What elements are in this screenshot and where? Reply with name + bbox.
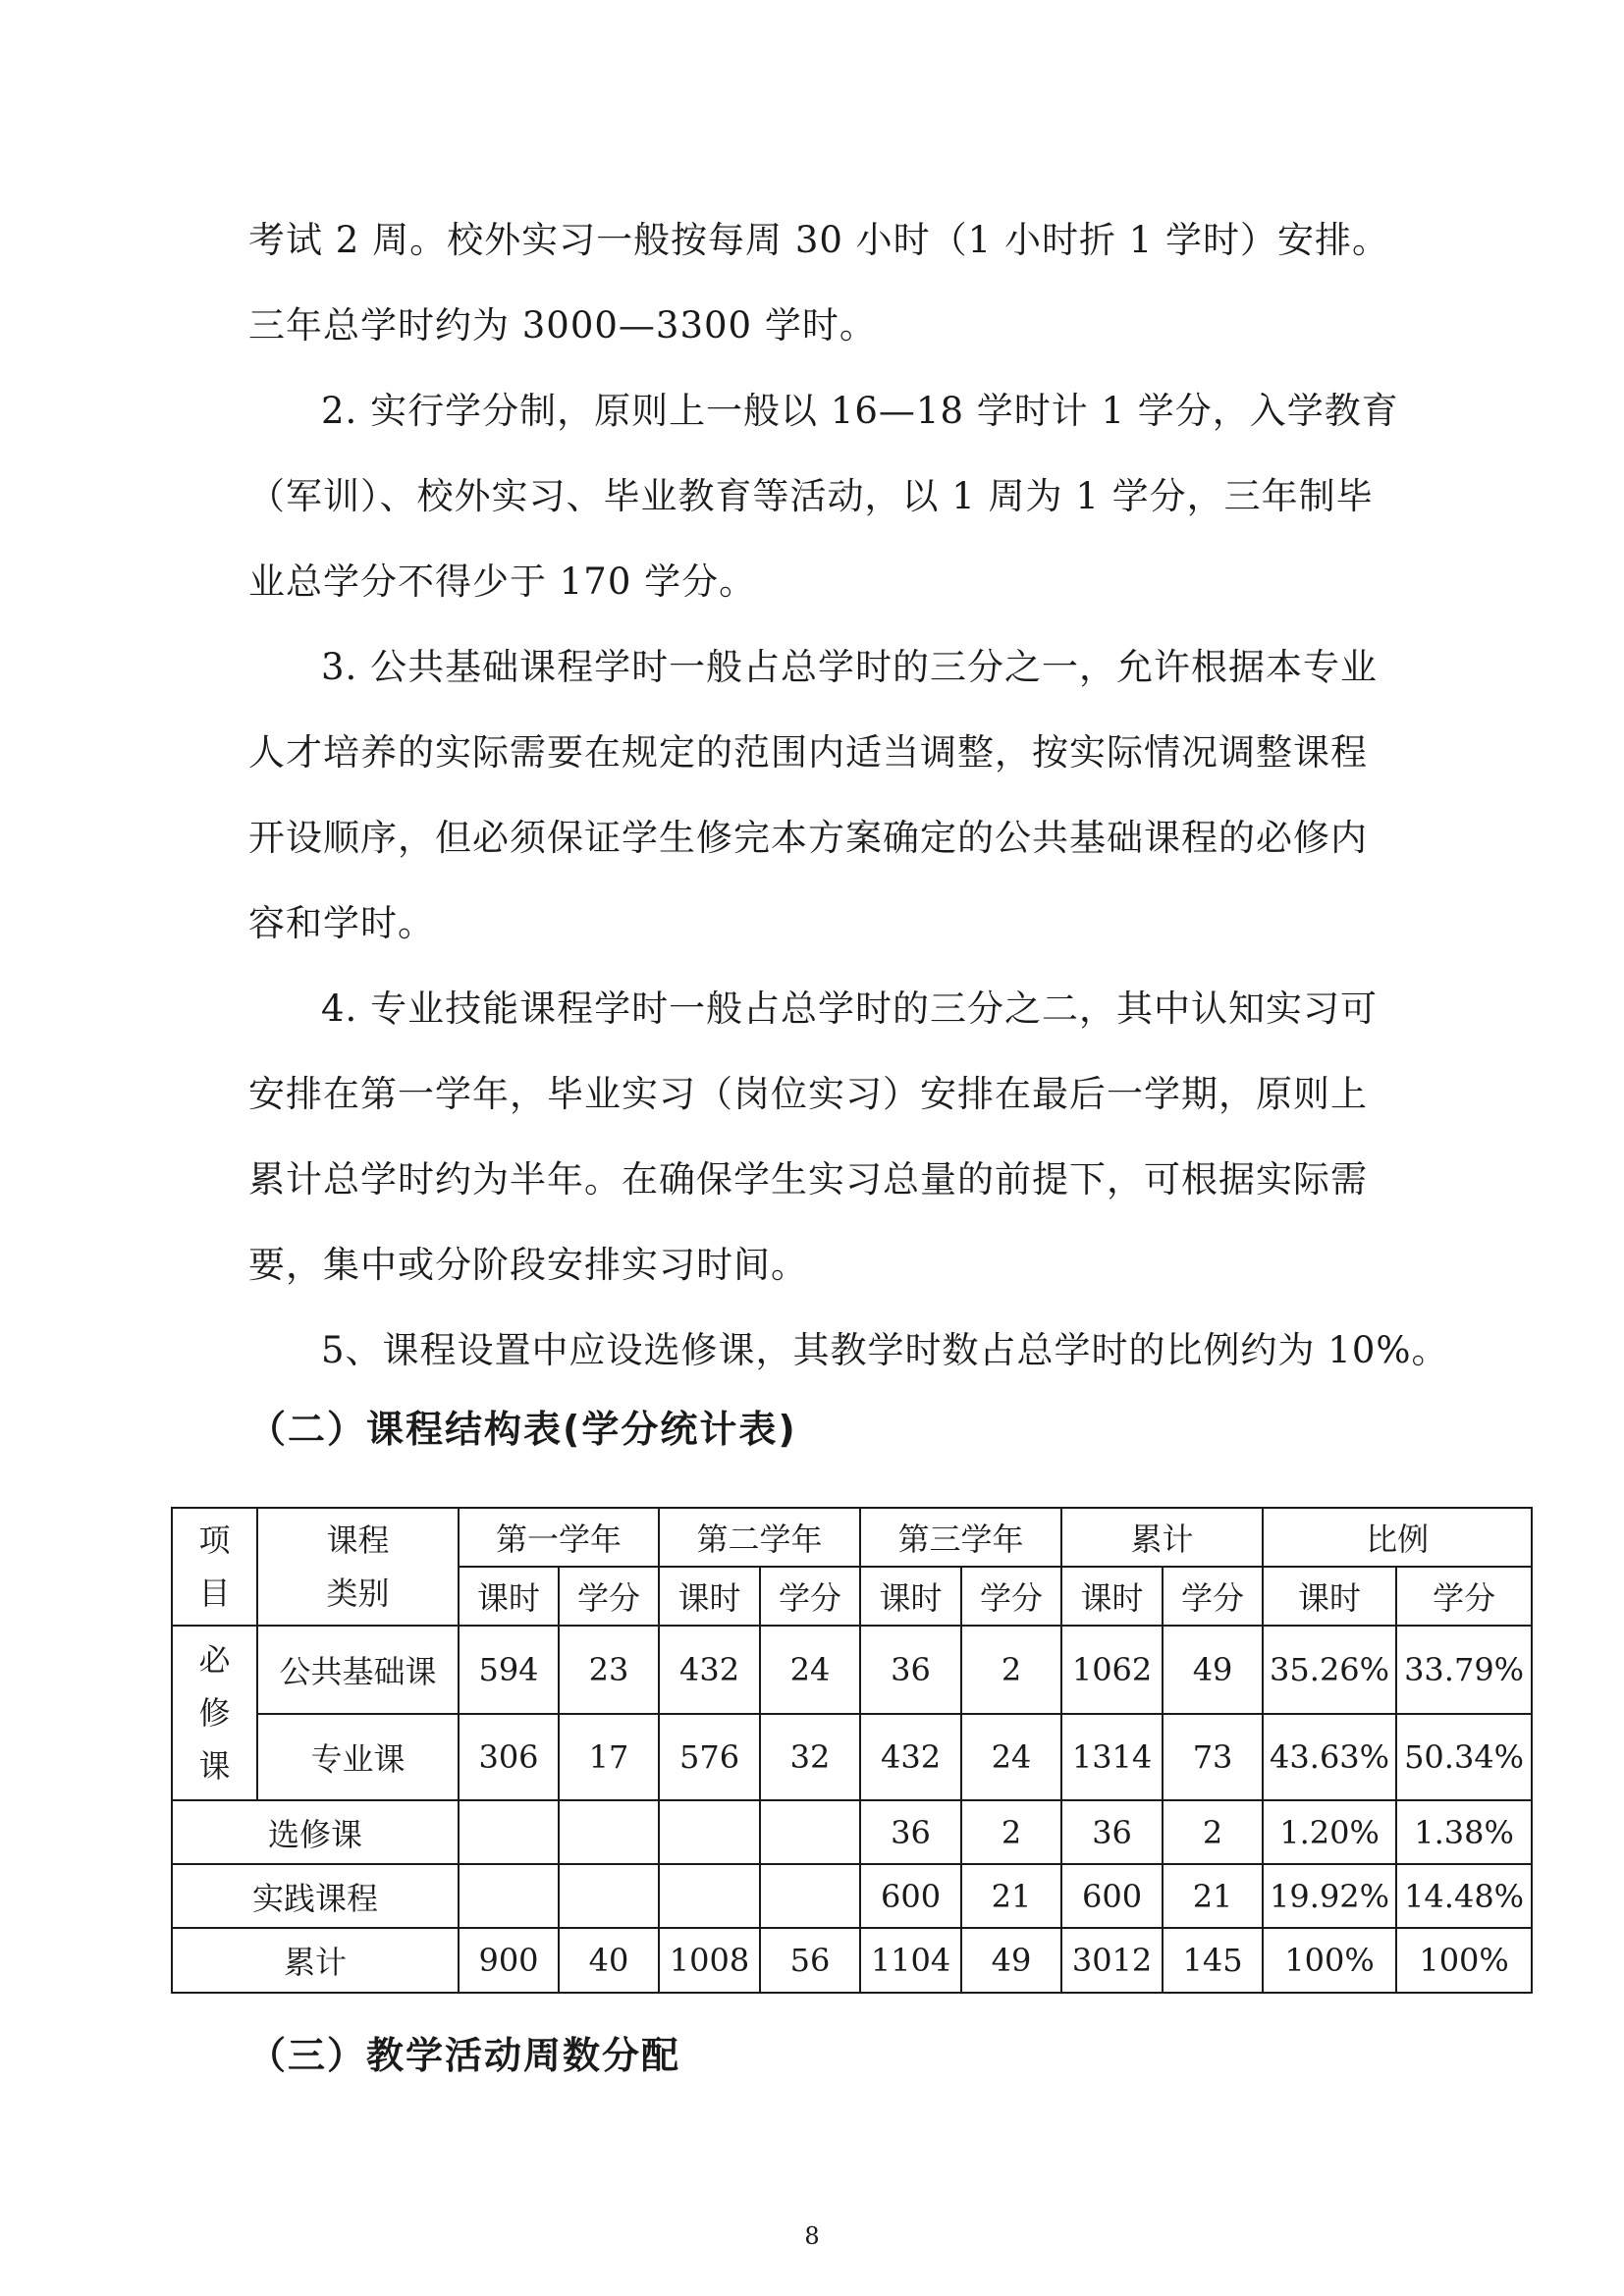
paragraph-line: 4. 专业技能课程学时一般占总学时的三分之二，其中认知实习可 <box>321 988 1379 1030</box>
cell: 1104 <box>860 1928 961 1993</box>
credit-statistics-table <box>171 1507 1533 1994</box>
header-group-year2: 第二学年 <box>659 1508 860 1567</box>
table-row <box>172 1714 1532 1800</box>
row-name: 累计 <box>172 1928 459 1993</box>
cell: 36 <box>860 1800 961 1864</box>
paragraph-line: 5、课程设置中应设选修课，其教学时数占总学时的比例约为 10%。 <box>321 1329 1449 1371</box>
table-row <box>172 1928 1532 1993</box>
cell: 17 <box>559 1714 659 1800</box>
cell: 33.79% <box>1396 1626 1532 1714</box>
table-header-row <box>172 1508 1532 1567</box>
cell: 432 <box>659 1626 760 1714</box>
cell <box>559 1864 659 1928</box>
cell: 14.48% <box>1396 1864 1532 1928</box>
paragraph-line: （军训）、校外实习、毕业教育等活动，以 1 周为 1 学分，三年制毕 <box>248 475 1374 517</box>
cell: 2 <box>961 1800 1061 1864</box>
row-name: 实践课程 <box>172 1864 459 1928</box>
row-name: 公共基础课 <box>257 1626 459 1714</box>
paragraph-line: 考试 2 周。校外实习一般按每周 30 小时（1 小时折 1 学时）安排。 <box>248 219 1390 261</box>
header-category-top: 课程 <box>326 1522 390 1559</box>
subheader-credits: 学分 <box>1163 1567 1263 1626</box>
cell: 43.63% <box>1263 1714 1396 1800</box>
cell: 2 <box>961 1626 1061 1714</box>
cell: 600 <box>1061 1864 1163 1928</box>
cell <box>659 1800 760 1864</box>
cell: 21 <box>1163 1864 1263 1928</box>
subheader-hours: 课时 <box>659 1567 760 1626</box>
cell: 1314 <box>1061 1714 1163 1800</box>
cell <box>760 1864 860 1928</box>
paragraph-line: 累计总学时约为半年。在确保学生实习总量的前提下，可根据实际需 <box>248 1158 1368 1201</box>
header-group-year1: 第一学年 <box>459 1508 659 1567</box>
paragraph-line: 开设顺序，但必须保证学生修完本方案确定的公共基础课程的必修内 <box>248 817 1368 859</box>
row-name: 选修课 <box>172 1800 459 1864</box>
cell: 600 <box>860 1864 961 1928</box>
cell: 36 <box>1061 1800 1163 1864</box>
required-char: 必 <box>198 1641 231 1679</box>
cell <box>459 1800 559 1864</box>
cell: 3012 <box>1061 1928 1163 1993</box>
cell: 100% <box>1263 1928 1396 1993</box>
cell: 56 <box>760 1928 860 1993</box>
cell: 576 <box>659 1714 760 1800</box>
cell: 40 <box>559 1928 659 1993</box>
subheader-hours: 课时 <box>1061 1567 1163 1626</box>
cell: 2 <box>1163 1800 1263 1864</box>
cell: 1008 <box>659 1928 760 1993</box>
row-name: 专业课 <box>257 1714 459 1800</box>
header-category-cell <box>257 1508 459 1626</box>
cell: 73 <box>1163 1714 1263 1800</box>
paragraph-line: 业总学分不得少于 170 学分。 <box>248 561 757 603</box>
cell: 145 <box>1163 1928 1263 1993</box>
subheader-credits: 学分 <box>760 1567 860 1626</box>
paragraph-line: 3. 公共基础课程学时一般占总学时的三分之一，允许根据本专业 <box>321 646 1379 688</box>
table-row <box>172 1864 1532 1928</box>
cell: 21 <box>961 1864 1061 1928</box>
cell <box>559 1800 659 1864</box>
cell: 35.26% <box>1263 1626 1396 1714</box>
subheader-credits: 学分 <box>1396 1567 1532 1626</box>
cell: 19.92% <box>1263 1864 1396 1928</box>
cell: 50.34% <box>1396 1714 1532 1800</box>
subheader-hours: 课时 <box>459 1567 559 1626</box>
cell <box>760 1800 860 1864</box>
cell: 1.38% <box>1396 1800 1532 1864</box>
cell: 32 <box>760 1714 860 1800</box>
header-group-year3: 第三学年 <box>860 1508 1061 1567</box>
section-heading-course-structure: （二）课程结构表(学分统计表) <box>248 1408 797 1451</box>
header-group-ratio: 比例 <box>1263 1508 1532 1567</box>
required-courses-cell <box>172 1626 257 1800</box>
subheader-credits: 学分 <box>559 1567 659 1626</box>
header-category-bottom: 类别 <box>326 1575 390 1612</box>
cell: 432 <box>860 1714 961 1800</box>
subheader-credits: 学分 <box>961 1567 1061 1626</box>
cell <box>459 1864 559 1928</box>
paragraph-line: 安排在第一学年，毕业实习（岗位实习）安排在最后一学期，原则上 <box>248 1073 1368 1115</box>
cell: 1.20% <box>1263 1800 1396 1864</box>
paragraph-line: 2. 实行学分制，原则上一般以 16—18 学时计 1 学分，入学教育 <box>321 390 1399 432</box>
header-item-top: 项 <box>198 1522 231 1559</box>
cell: 306 <box>459 1714 559 1800</box>
cell: 49 <box>1163 1626 1263 1714</box>
cell: 24 <box>961 1714 1061 1800</box>
cell: 36 <box>860 1626 961 1714</box>
paragraph-line: 容和学时。 <box>248 902 435 944</box>
cell: 594 <box>459 1626 559 1714</box>
cell: 23 <box>559 1626 659 1714</box>
paragraph-line: 三年总学时约为 3000—3300 学时。 <box>248 304 877 347</box>
cell: 900 <box>459 1928 559 1993</box>
section-heading-teaching-weeks: （三）教学活动周数分配 <box>248 2034 681 2077</box>
header-item-cell <box>172 1508 257 1626</box>
header-group-total: 累计 <box>1061 1508 1263 1567</box>
header-item-bottom: 目 <box>198 1575 231 1612</box>
cell: 24 <box>760 1626 860 1714</box>
table-row <box>172 1626 1532 1714</box>
cell: 100% <box>1396 1928 1532 1993</box>
cell: 1062 <box>1061 1626 1163 1714</box>
paragraph-line: 要，集中或分阶段安排实习时间。 <box>248 1244 808 1286</box>
cell: 49 <box>961 1928 1061 1993</box>
paragraph-line: 人才培养的实际需要在规定的范围内适当调整，按实际情况调整课程 <box>248 731 1368 774</box>
page-number: 8 <box>804 2222 820 2250</box>
cell <box>659 1864 760 1928</box>
table-row <box>172 1800 1532 1864</box>
subheader-hours: 课时 <box>860 1567 961 1626</box>
subheader-hours: 课时 <box>1263 1567 1396 1626</box>
required-char: 修 <box>198 1694 231 1732</box>
required-char: 课 <box>198 1747 231 1785</box>
